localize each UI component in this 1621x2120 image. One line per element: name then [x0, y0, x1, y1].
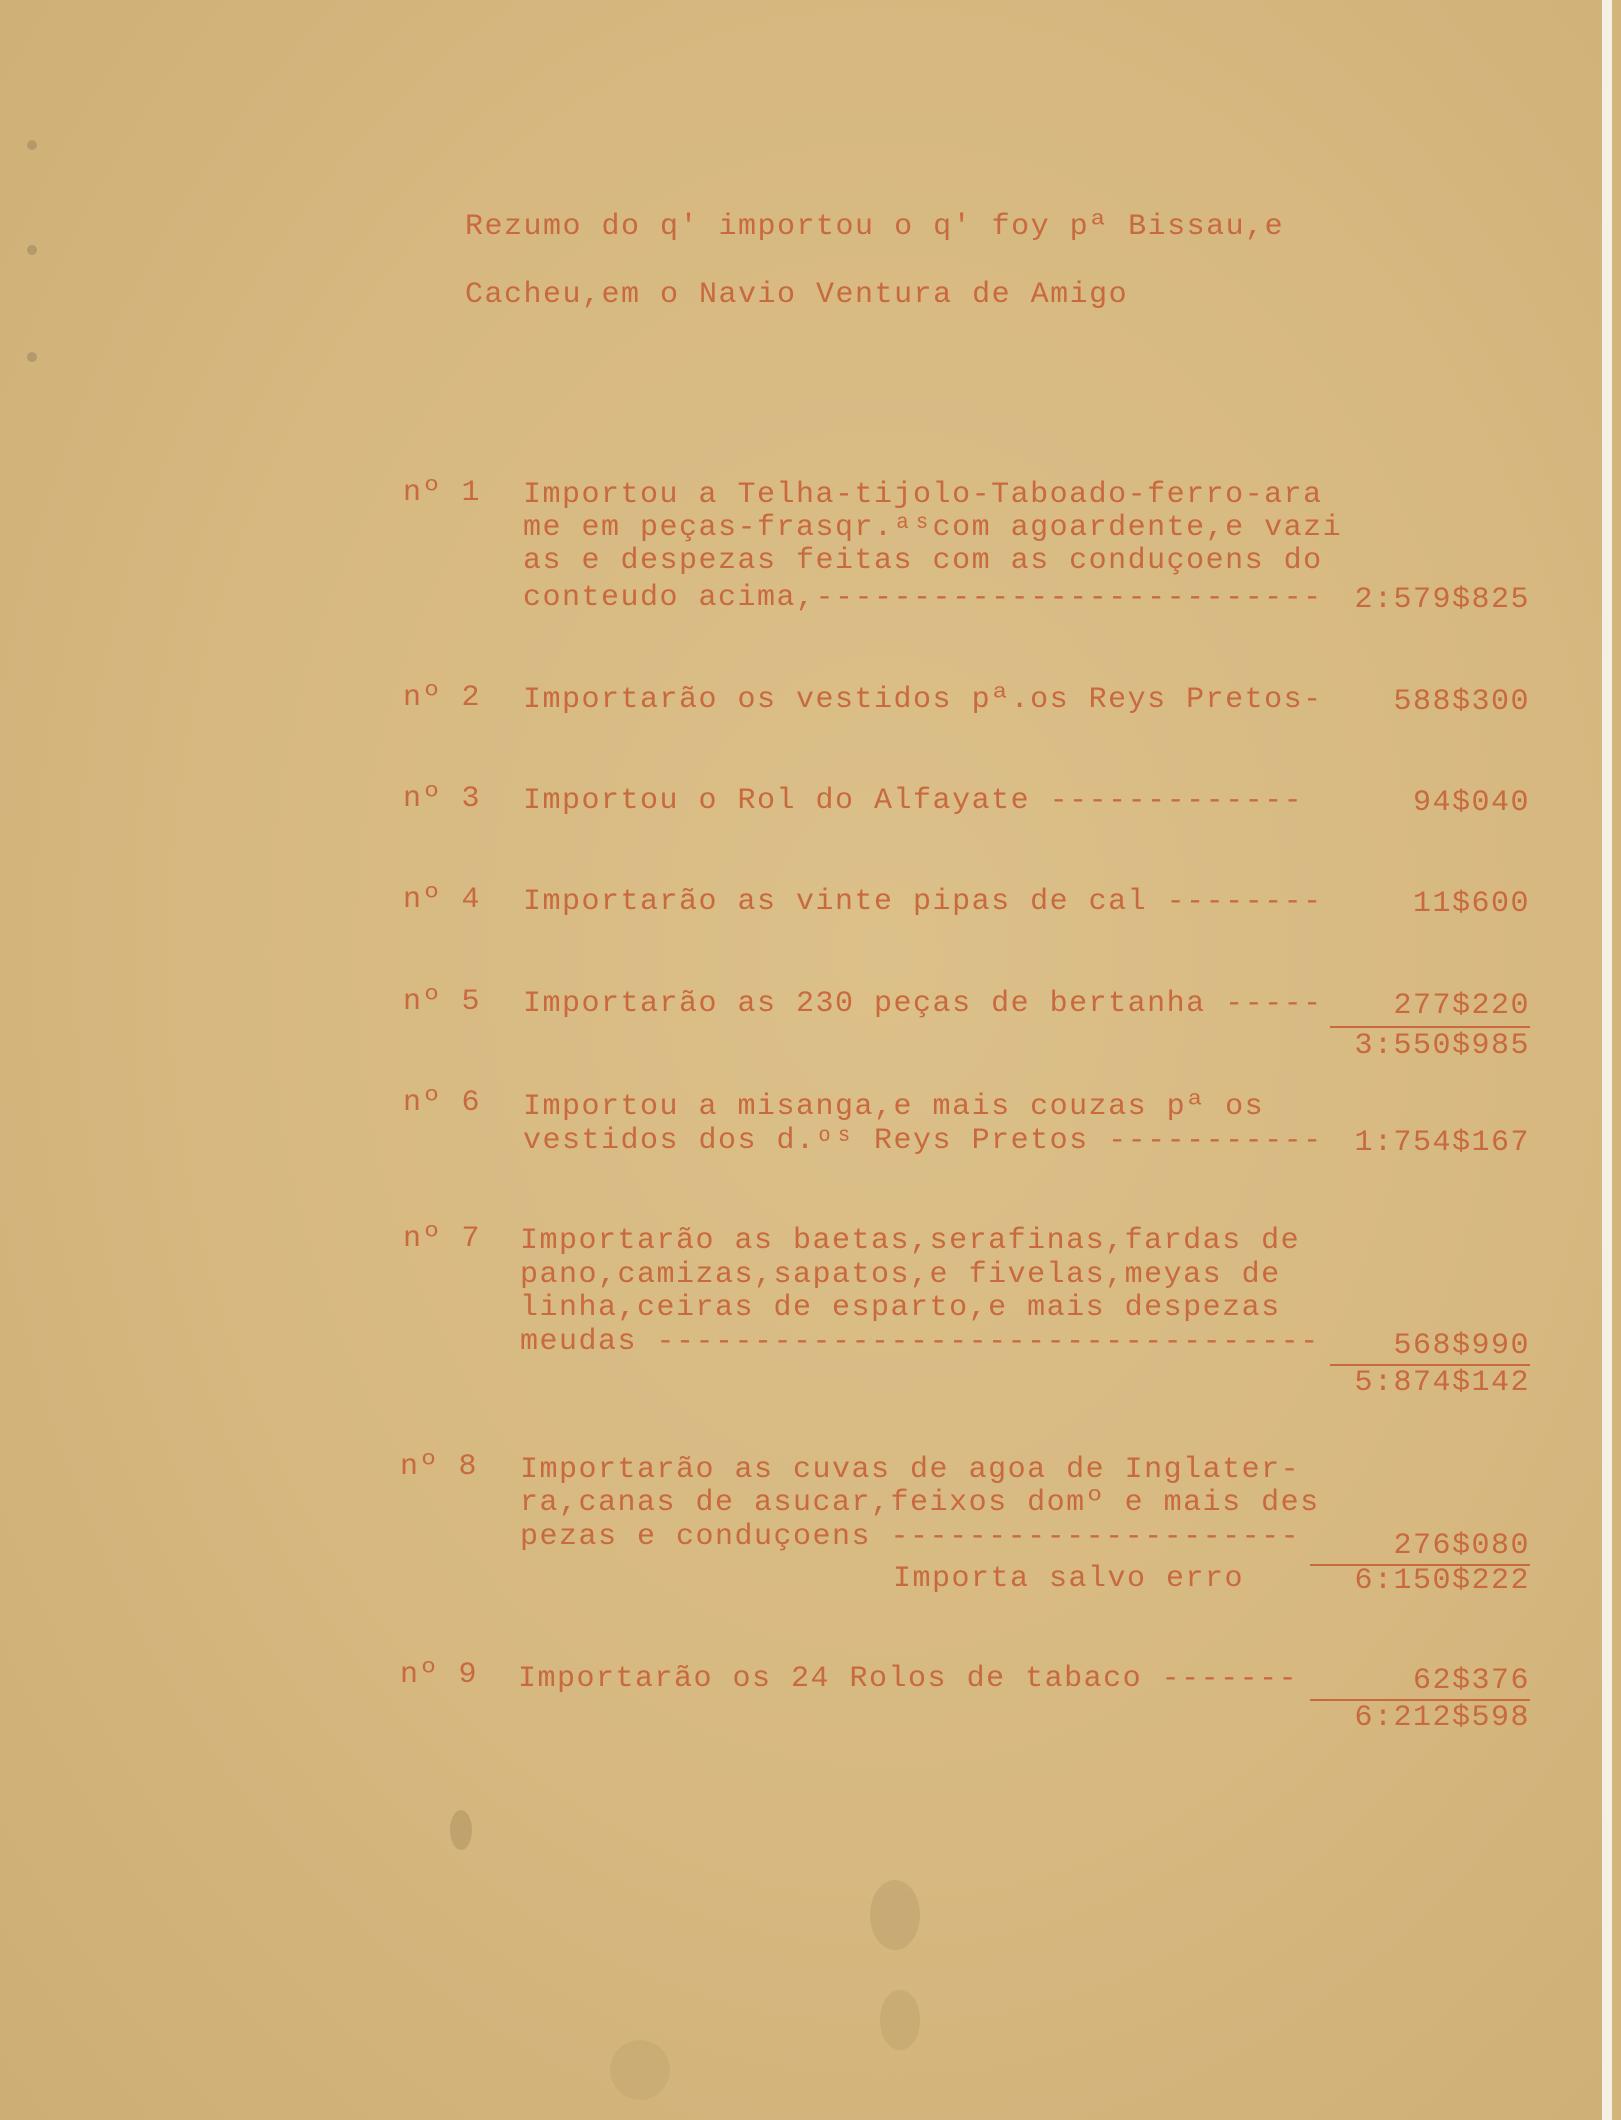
- title-line-1: Rezumo do q' importou o q' foy pª Bissau,e: [465, 210, 1285, 244]
- item-line: Importarão os vestidos pª.os Reys Pretos-: [523, 683, 1323, 717]
- punch-hole: [27, 352, 37, 362]
- item-line: pezas e conduçoens ---------------------: [520, 1520, 1301, 1554]
- punch-hole: [27, 245, 37, 255]
- subtotal-amount: 6:212$598: [1354, 1701, 1530, 1735]
- punch-hole: [27, 140, 37, 150]
- item-line: Importarão as cuvas de agoa de Inglater-: [520, 1453, 1301, 1487]
- item-number: nº 1: [403, 476, 482, 510]
- item-number: nº 2: [403, 681, 482, 715]
- paper-edge: [1602, 0, 1612, 2120]
- item-number: nº 7: [403, 1222, 482, 1256]
- item-line: Importarão as 230 peças de bertanha -----: [523, 987, 1323, 1021]
- item-line: Importarão as baetas,serafinas,fardas de: [520, 1224, 1301, 1258]
- subtotal-amount: 6:150$222: [1354, 1564, 1530, 1598]
- item-number: nº 4: [403, 883, 482, 917]
- item-number: nº 9: [400, 1658, 479, 1692]
- title-line-2: Cacheu,em o Navio Ventura de Amigo: [465, 278, 1129, 312]
- item-line: pano,camizas,sapatos,e fivelas,meyas de: [520, 1258, 1281, 1292]
- item-line: vestidos dos d.ᵒˢ Reys Pretos -----------: [523, 1124, 1323, 1158]
- item-amount: 94$040: [1412, 786, 1530, 820]
- item-amount: 277$220: [1393, 989, 1530, 1023]
- item-amount: 1:754$167: [1354, 1126, 1530, 1160]
- item-line: Importarão as vinte pipas de cal --------: [523, 885, 1323, 919]
- item-number: nº 5: [403, 985, 482, 1019]
- item-line: linha,ceiras de esparto,e mais despezas: [520, 1291, 1281, 1325]
- subtotal-amount: 3:550$985: [1354, 1029, 1530, 1063]
- subtotal-label: Importa salvo erro: [893, 1562, 1245, 1596]
- item-line: conteudo acima,--------------------------: [523, 581, 1323, 615]
- stain: [870, 1880, 920, 1950]
- item-number: nº 6: [403, 1086, 482, 1120]
- item-line: as e despezas feitas com as conduçoens do: [523, 544, 1323, 578]
- item-number: nº 8: [400, 1450, 479, 1484]
- item-line: Importou o Rol do Alfayate -------------: [523, 784, 1304, 818]
- item-line: Importou a misanga,e mais couzas pª os: [523, 1090, 1265, 1124]
- item-amount: 62$376: [1412, 1664, 1530, 1698]
- sum-rule: [1330, 1026, 1530, 1028]
- subtotal-amount: 5:874$142: [1354, 1366, 1530, 1400]
- item-amount: 11$600: [1412, 887, 1530, 921]
- item-line: ra,canas de asucar,feixos domº e mais des: [520, 1486, 1320, 1520]
- item-line: me em peças-frasqr.ᵃˢcom agoardente,e vazi: [523, 511, 1343, 545]
- item-amount: 276$080: [1393, 1529, 1530, 1563]
- stain: [610, 2040, 670, 2100]
- stain: [880, 1990, 920, 2050]
- item-line: Importarão os 24 Rolos de tabaco -------: [518, 1662, 1299, 1696]
- item-amount: 588$300: [1393, 685, 1530, 719]
- item-line: Importou a Telha-tijolo-Taboado-ferro-ara: [523, 478, 1323, 512]
- stain: [450, 1810, 472, 1850]
- item-amount: 2:579$825: [1354, 583, 1530, 617]
- item-number: nº 3: [403, 782, 482, 816]
- item-amount: 568$990: [1393, 1329, 1530, 1363]
- item-line: meudas ----------------------------------: [520, 1325, 1320, 1359]
